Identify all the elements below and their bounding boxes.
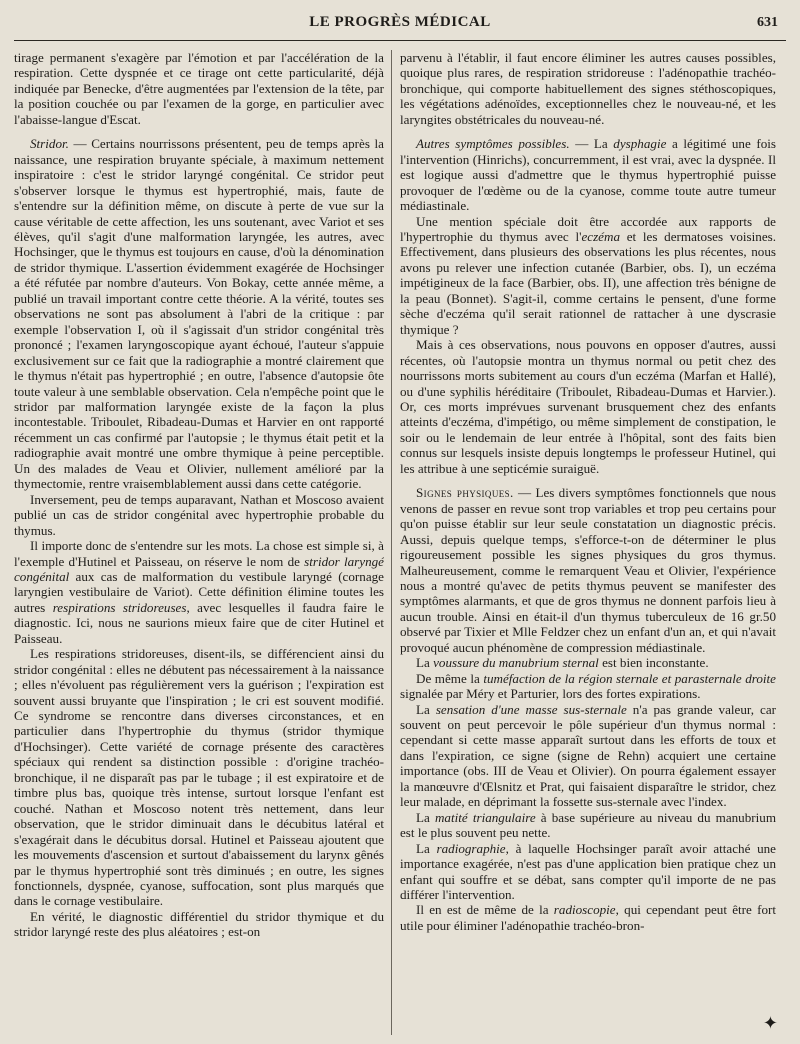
ornament-fleuron: ✦ xyxy=(762,1013,778,1033)
running-head xyxy=(14,14,786,36)
paragraph-text: — Certains nourrissons présentent, peu de temps après la naissance, une respiration bruyante spéciale, à maximum nettement inspiratoire : c'est le stridor laryngé congénital. Ce stridor peut s'observer lorsque le thymus est hypertrophié, mais, faute de s'entendre sur la définition même, on discute à perte de vue sur la cause véritable de cette affection, les uns soutenant, avec Variot et ses élèves, qu'il s'agit d'une malformation laryngée, les autres, avec Hochsinger, que le thymus est toujours en cause, d'où la dénomination de stridor thymique. L'assertion évidemment exagérée de Hochsinger a été réfutée par nombre d'auteurs. Von Bokay, cette année même, a publié un travail important contre cette théorie. A la vérité, toutes ses observations ne sont pas absolument à l'abri de la critique : par exemple l'observation I, où il s'agissait d'un stridor congénital très prononcé ; l'examen laryngoscopique ayant échoué, l'auteur s'appuie exclusivement sur ce fait que la radiographie a montré clairement que le thymus n'était pas hypertrophié ; en outre, l'absence d'autopsie ôte toute valeur à une semblable observation. Cela n'empêche point que le stridor par malformation laryngée existe de la façon la plus incontestable. Triboulet, Ribadeau-Dumas et Harvier en ont rapporté récemment un cas confirmé par l'autopsie ; le thymus était petit et la radiographie avait montré une ombre thymique à peine perceptible. Un des malades de Veau et Olivier, nullement amélioré par la thymectomie, rentre vraisemblablement aussi dans cette catégorie. xyxy=(14,136,384,492)
paragraph-stridor xyxy=(14,136,384,491)
paragraph xyxy=(400,655,776,670)
text-run: n'a pas grande valeur, car souvent on peut percevoir le pôle supérieur d'un thymus normal : cependant si cette masse apparaît surtout dans les efforts de toux et dans l'expiration, ce signe (signe de Rehn) acquiert une certaine importance (obs. III de Veau et Olivier). On pourra également essayer la manœuvre d'Œlsnitz et Prat, qui faisaient disparaître le stridor, chez leur malade, en déprimant la fossette sus-sternale avec l'index. xyxy=(400,701,776,810)
italic-term: eczéma xyxy=(581,228,620,244)
text-run: est bien inconstante. xyxy=(598,655,709,671)
text-run: La xyxy=(416,809,435,825)
paragraph-text: — Les divers symptômes fonctionnels que nous venons de passer en revue sont trop variables et trop peu certains pour qu'on puisse établir sur leur seule constatation un diagnostic précis. Aussi, depuis quelque temps, s'efforce-t-on de déterminer le plus rigoureusement possible les signes physiques du gros thymus. Malheureusement, comme le remarquent Veau et Olivier, l'expérience nous a montré qu'avec de petits thymus peuvent se manifester des symptômes alarmants, et que de gros thymus ne donnent parfois lieu à aucun trouble. Ainsi en était-il d'un thymus tuberculeux de 16 gr.50 observé par Tixier et Mlle Feldzer chez un enfant d'un an, et qui n'avait provoqué aucun phénomène de compression médiastinale. xyxy=(400,485,776,655)
paragraph: Inversement, peu de temps auparavant, Nathan et Moscoso avaient publié un cas de stridor congénital avec hypertrophie probable du thymus. xyxy=(14,491,384,538)
paragraph: Les respirations stridoreuses, disent-ils, se différencient ainsi du stridor congénital : elles ne débutent pas nécessairement à la naissance ; elles n'évoluent pas régulièrement vers la guérison ; l'expiration est souvent aussi bruyante que l'inspiration ; le cri est souvent modifié. Ce syndrome se rencontre dans diverses circonstances, et en particulier dans l'hypertrophie du thymus (stridor thymique d'Hochsinger). Cette variété de cornage présente des caractères spéciaux qui rendent sa distinction possible : d'origine trachéo-bronchique, il ne disparaît pas par le tubage ; il est expiratoire et de timbre plus bas, quoique très intense, surtout lorsque l'enfant est couché. Nathan et Moscoso notent très nettement, dans leur observation, que le stridor diminuait dans le décubitus latéral et s'exagérait dans le décubitus dorsal. Hutinel et Paisseau ajoutent que les mouvements d'ascension et surtout d'abaissement du larynx gênés par le thymus hypertrophié sont très diminués ; en outre, les signes fonctionnels, dyspnée, cyanose, suffocation, sont plus marqués que dans le cornage vestibulaire. xyxy=(14,646,384,909)
left-column xyxy=(14,50,384,1035)
italic-term: stridor laryngé congénital xyxy=(14,553,384,584)
paragraph-signes-physiques xyxy=(400,485,776,655)
text-run: Une mention spéciale doit être accordée aux rapports de l'hypertrophie du thymus avec l' xyxy=(400,213,776,244)
italic-term: sensation d'une masse sus-sternale xyxy=(435,701,627,717)
text-run: De même la xyxy=(416,670,484,686)
section-heading-signes-physiques: Signes physiques. xyxy=(416,485,514,501)
paragraph: Mais à ces observations, nous pouvons en opposer d'autres, aussi récentes, où l'autopsie montra un thymus normal ou petit chez des nourrissons morts subitement au cours d'un eczéma (Marfan et Hallé), ou d'une syphilis héréditaire (Triboulet, Ribadeau-Dumas et Harvier.). Or, ces morts imprévues survenant brusquement chez des enfants atteints d'eczéma, d'impétigo, ou même simplement de constipation, le soir ou le lendemain de leur entrée à l'hôpital, sont des faits bien connus sur lesquels insiste depuis longtemps le professeur Hutinel, qui les attribue à une septicémie suraiguë. xyxy=(400,337,776,476)
paragraph xyxy=(400,841,776,903)
text-run: aux cas de malformation du vestibule laryngé (cornage laryngien vestibulaire de Variot). Cette définition élimine toutes les autres xyxy=(14,568,384,615)
text-run: a légitimé une fois l'intervention (Hinrichs), concurremment, il est vrai, avec la dyspnée. Il est logique aussi d'admettre que le thymus hypertrophié puisse provoquer de l'œdème ou de la cyanose, comme toute autre tumeur médiastinale. xyxy=(400,136,776,214)
italic-term: voussure du manubrium sternal xyxy=(433,655,599,671)
section-heading-autres-symptomes: Autres symptômes possibles. xyxy=(416,136,570,152)
italic-term: respirations stridoreuses xyxy=(52,599,187,615)
header-rule xyxy=(14,40,786,41)
paragraph xyxy=(400,810,776,841)
italic-term: matité triangulaire xyxy=(434,809,536,825)
text-run: Il en est de même de la xyxy=(416,902,554,918)
italic-term: radiographie xyxy=(436,840,506,856)
paragraph xyxy=(14,538,384,646)
paragraph xyxy=(400,702,776,810)
text-run: La xyxy=(416,701,436,717)
italic-term: radioscopie xyxy=(553,902,616,918)
section-heading-stridor: Stridor. xyxy=(30,136,69,152)
page-number: 631 xyxy=(757,15,778,30)
text-run: La xyxy=(416,840,437,856)
text-run: , à laquelle Hochsinger paraît avoir attaché une importance exagérée, n'est pas d'une application bien pratique chez un enfant qui souffre et se débat, sans compter qu'il importe de ne pas différer l'intervention. xyxy=(400,840,776,903)
paragraph xyxy=(400,671,776,702)
journal-title: LE PROGRÈS MÉDICAL xyxy=(309,14,491,30)
right-column xyxy=(400,50,776,1035)
text-run: Il importe donc de s'entendre sur les mots. La chose est simple si, à l'exemple d'Hutinel et Paisseau, on réserve le nom de xyxy=(14,538,384,569)
text-run: à base supérieure au niveau du manubrium est le plus souvent peu nette. xyxy=(400,809,776,841)
text-run: — La xyxy=(569,136,614,152)
text-run: signalée par Méry et Parturier, lors des fortes expirations. xyxy=(400,686,701,702)
paragraph: parvenu à l'établir, il faut encore éliminer les autres causes possibles, quoique plus rares, de respiration stridoreuse : l'adénopathie trachéo-bronchique, qui comporte habituellement des signes stéthoscopiques, les végétations adénoïdes, exceptionnelles chez le nouveau-né, et les laryngites obstétricales du nouveau-né. xyxy=(400,50,776,127)
paragraph xyxy=(400,902,776,933)
paragraph-autres-symptomes xyxy=(400,136,776,213)
italic-term: tuméfaction de la région sternale et parasternale droite xyxy=(483,670,776,686)
text-run: La xyxy=(416,655,434,671)
paragraph: tirage permanent s'exagère par l'émotion et par l'accélération de la respiration. Cette dyspnée et ce tirage ont cette particularité, déjà indiquée par Benecke, d'être augmentées par l'extension de la tête, par la position couchée ou par l'examen de la gorge, en particulier avec l'abaisse-langue d'Escat. xyxy=(14,50,384,127)
text-run: , avec lesquelles il faudra faire le diagnostic. Ici, nous ne saurions mieux faire que de citer Hutinel et Paisseau. xyxy=(14,599,384,646)
italic-term: dysphagie xyxy=(613,136,667,152)
paragraph: En vérité, le diagnostic différentiel du stridor thymique et du stridor laryngé reste des plus aléatoires ; est-on xyxy=(14,908,384,940)
text-run: et les dermatoses voisines. Effectivement, dans plusieurs des observations les plus récentes, nous avons pu relever une infection cutanée (Barbier, obs. I), un eczéma impétigineux de la face (Barbier, obs. II), une affection très bénigne de la peau (Bonnet). S'agit-il, comme certains le pensent, d'une forme sèche d'eczéma qu'il serait rationnel de rattacher à une dyscrasie thymique ? xyxy=(400,228,776,337)
text-run: , qui cependant peut être fort utile pour éliminer l'adénopathie trachéo-bron- xyxy=(400,902,776,933)
paragraph xyxy=(400,214,776,338)
column-rule xyxy=(391,50,392,1035)
